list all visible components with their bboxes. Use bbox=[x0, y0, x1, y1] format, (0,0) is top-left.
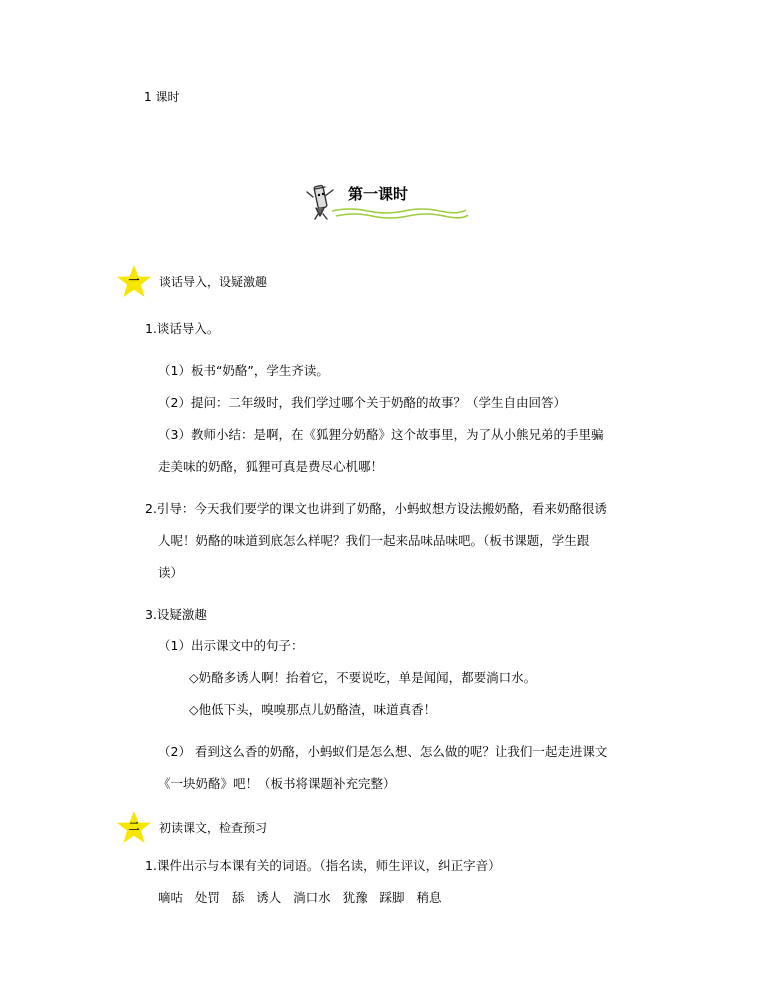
section-star-badge bbox=[116, 264, 152, 298]
lesson-count: 1 课时 bbox=[144, 90, 180, 104]
title-wave-underline bbox=[330, 204, 470, 218]
text-line: （2）提问：二年级时，我们学过哪个关于奶酪的故事？（学生自由回答） bbox=[158, 395, 566, 410]
page-title: 第一课时 bbox=[348, 185, 409, 203]
text-line: 2.引导：今天我们要学的课文也讲到了奶酪，小蚂蚁想方设法搬奶酪，看来奶酪很诱 bbox=[145, 501, 607, 516]
section-star-badge bbox=[116, 810, 152, 844]
text-line: 1.课件出示与本课有关的词语。（指名读，师生评议，纠正字音） bbox=[145, 858, 501, 873]
text-line: （1）板书“奶酪”，学生齐读。 bbox=[158, 363, 329, 378]
word-list: 嘀咕 处罚 舔 诱人 淌口水 犹豫 踩脚 稍息 bbox=[158, 890, 442, 905]
text-line: 走美味的奶酪，狐狸可真是费尽心机哪！ bbox=[158, 459, 384, 474]
text-line: ◇他低下头，嗅嗅那点儿奶酪渣，味道真香！ bbox=[189, 702, 437, 717]
text-line: 1.谈话导入。 bbox=[145, 321, 220, 336]
text-line: 读） bbox=[158, 565, 184, 580]
text-line: （1）出示课文中的句子： bbox=[158, 638, 304, 653]
text-line: 3.设疑激趣 bbox=[145, 607, 207, 622]
text-line: 人呢！奶酪的味道到底怎么样呢？我们一起来品味品味吧。（板书课题，学生跟 bbox=[158, 533, 590, 548]
section-number: 一 bbox=[128, 274, 140, 287]
section-heading: 谈话导入，设疑激趣 bbox=[159, 275, 268, 289]
text-line: （2） 看到这么香的奶酪，小蚂蚁们是怎么想、怎么做的呢？让我们一起走进课文 bbox=[158, 744, 608, 759]
text-line: （3）教师小结：是啊，在《狐狸分奶酪》这个故事里，为了从小熊兄弟的手里骗 bbox=[158, 427, 604, 442]
section-number: 二 bbox=[128, 820, 140, 833]
text-line: 《一块奶酪》吧！（板书将课题补充完整） bbox=[158, 776, 396, 791]
text-line: ◇奶酪多诱人啊！抬着它，不要说吃，单是闻闻，都要淌口水。 bbox=[189, 670, 537, 685]
section-heading: 初读课文，检查预习 bbox=[159, 821, 268, 835]
